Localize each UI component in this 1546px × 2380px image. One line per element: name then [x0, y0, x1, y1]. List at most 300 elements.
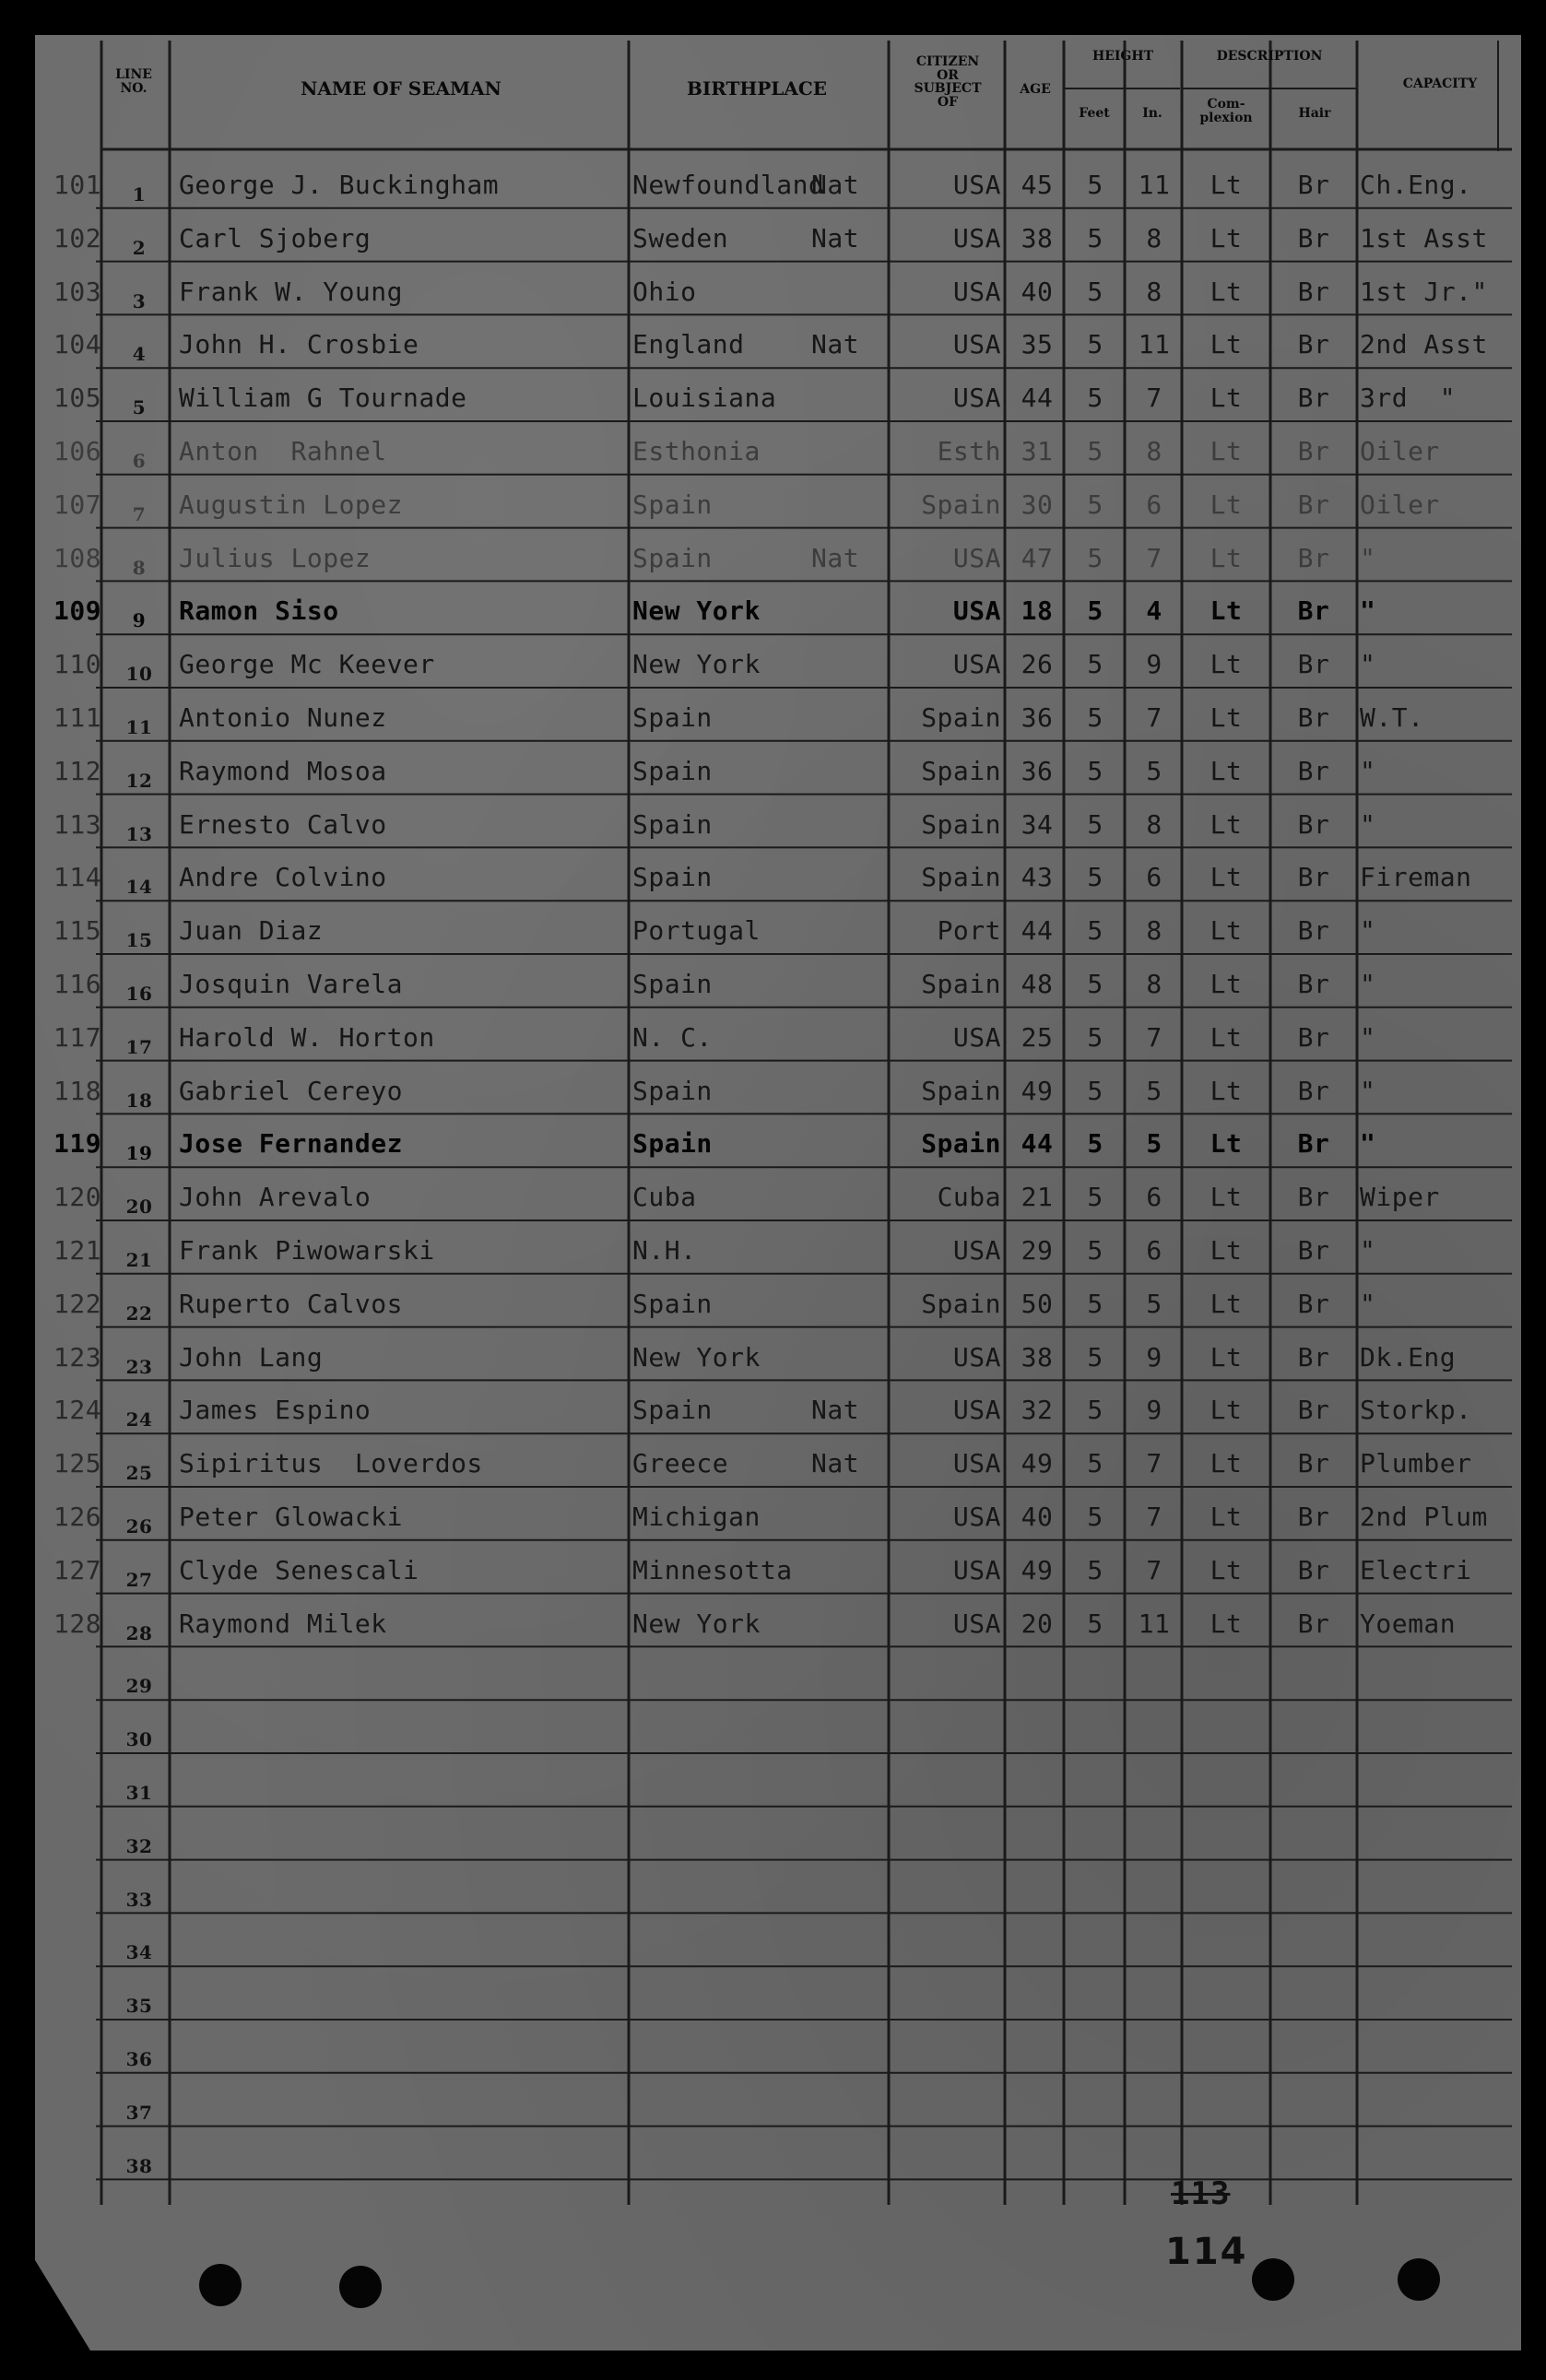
table-row — [0, 1224, 1546, 1278]
table-row — [0, 584, 1546, 638]
height-feet: 5 — [1087, 1235, 1103, 1266]
row-seq-number: 111 — [53, 702, 102, 733]
height-feet: 5 — [1087, 649, 1103, 680]
table-row — [0, 478, 1546, 532]
citizenship: USA — [952, 542, 1001, 573]
citizenship: Spain — [921, 755, 1001, 786]
header-age: AGE — [1020, 82, 1051, 97]
birthplace: Spain — [632, 969, 713, 999]
citizenship: USA — [952, 1502, 1001, 1532]
empty-table-row — [0, 1916, 1546, 1970]
complexion: Lt — [1210, 1021, 1243, 1053]
hair-color: Br — [1297, 1448, 1330, 1479]
seaman-name: Jose Fernandez — [179, 1128, 404, 1160]
birthplace: Spain — [632, 1075, 713, 1106]
height-feet: 5 — [1087, 595, 1103, 627]
header-citizen — [891, 55, 1005, 110]
height-inches: 4 — [1146, 595, 1162, 627]
citizenship: USA — [952, 1235, 1001, 1266]
capacity: Ch.Eng. — [1360, 170, 1472, 200]
height-feet: 5 — [1087, 170, 1103, 200]
table-row — [0, 1437, 1546, 1490]
table-row — [0, 851, 1546, 904]
height-inches: 6 — [1146, 1182, 1162, 1213]
line-number: 37 — [125, 2101, 153, 2124]
birthplace: Spain — [632, 862, 713, 893]
birthplace: Spain — [632, 808, 713, 840]
complexion: Lt — [1210, 1502, 1243, 1532]
citizenship: Spain — [921, 862, 1001, 893]
table-row — [0, 1117, 1546, 1171]
height-inches: 7 — [1146, 1021, 1162, 1053]
age: 21 — [1021, 1182, 1054, 1213]
capacity: 3rd " — [1360, 383, 1457, 414]
header-inches: In. — [1142, 106, 1162, 121]
age: 49 — [1021, 1075, 1054, 1106]
citizenship: Spain — [921, 1288, 1001, 1319]
seaman-name: William G Tournade — [179, 383, 467, 414]
line-number: 38 — [125, 2154, 153, 2177]
height-inches: 7 — [1146, 702, 1162, 733]
table-row — [0, 1011, 1546, 1065]
seaman-name: Carl Sjoberg — [179, 222, 372, 253]
table-row — [0, 318, 1546, 371]
hair-color: Br — [1297, 1554, 1330, 1585]
capacity: 1st Jr." — [1360, 276, 1488, 307]
line-number: 2 — [132, 236, 147, 259]
hair-color: Br — [1297, 755, 1330, 786]
birthplace: Greece — [632, 1448, 729, 1479]
header-citizen-3: SUBJECT — [914, 81, 982, 97]
complexion: Lt — [1210, 436, 1243, 466]
seaman-name: Frank Piwowarski — [179, 1235, 435, 1266]
age: 18 — [1021, 595, 1054, 627]
citizenship: USA — [952, 222, 1001, 253]
height-inches: 11 — [1138, 329, 1171, 360]
hair-color: Br — [1297, 1075, 1330, 1106]
row-seq-number: 120 — [53, 1182, 102, 1213]
line-number: 36 — [125, 2048, 153, 2070]
table-row — [0, 691, 1546, 745]
struck-page-number: 113 — [1171, 2175, 1231, 2212]
height-inches: 11 — [1138, 1608, 1171, 1639]
height-feet: 5 — [1087, 1341, 1103, 1373]
height-inches: 9 — [1146, 649, 1162, 680]
row-seq-number: 106 — [53, 436, 102, 466]
row-seq-number: 109 — [53, 595, 102, 627]
hair-color: Br — [1297, 595, 1330, 627]
line-number: 32 — [125, 1834, 153, 1857]
complexion: Lt — [1210, 862, 1243, 893]
height-inches: 5 — [1146, 1128, 1162, 1160]
seaman-name: Juan Diaz — [179, 915, 324, 947]
capacity: " — [1360, 808, 1376, 840]
seaman-name: Augustin Lopez — [179, 489, 404, 520]
line-number: 26 — [125, 1515, 153, 1538]
complexion: Lt — [1210, 1288, 1243, 1319]
line-number: 1 — [132, 183, 147, 206]
birthplace: New York — [632, 649, 761, 680]
row-seq-number: 117 — [53, 1021, 102, 1053]
height-feet: 5 — [1087, 276, 1103, 307]
birthplace: New York — [632, 1608, 761, 1639]
age: 38 — [1021, 1341, 1054, 1373]
age: 50 — [1021, 1288, 1054, 1319]
capacity: " — [1360, 649, 1376, 680]
birthplace: Ohio — [632, 276, 697, 307]
capacity: Storkp. — [1360, 1395, 1472, 1426]
hair-color: Br — [1297, 702, 1330, 733]
row-seq-number: 115 — [53, 915, 102, 947]
punch-hole-right — [1252, 2258, 1294, 2301]
line-number: 22 — [125, 1302, 153, 1325]
citizenship: USA — [952, 1341, 1001, 1373]
seaman-name: George J. Buckingham — [179, 170, 500, 200]
age: 36 — [1021, 755, 1054, 786]
age: 44 — [1021, 383, 1054, 414]
birthplace: New York — [632, 1341, 761, 1373]
birthplace: Spain — [632, 702, 713, 733]
seaman-name: John Arevalo — [179, 1182, 372, 1213]
line-number: 20 — [125, 1196, 153, 1219]
row-seq-number: 127 — [53, 1554, 102, 1585]
header-capacity: CAPACITY — [1402, 77, 1478, 91]
height-feet: 5 — [1087, 222, 1103, 253]
height-feet: 5 — [1087, 329, 1103, 360]
line-number: 11 — [125, 716, 153, 738]
punch-hole-far-right — [1398, 2258, 1440, 2301]
table-row — [0, 1171, 1546, 1224]
complexion: Lt — [1210, 222, 1243, 253]
age: 29 — [1021, 1235, 1054, 1266]
table-header — [0, 0, 1546, 147]
seaman-name: Antonio Nunez — [179, 702, 387, 733]
age: 35 — [1021, 329, 1054, 360]
row-seq-number: 101 — [53, 170, 102, 200]
height-inches: 5 — [1146, 1075, 1162, 1106]
height-feet: 5 — [1087, 1075, 1103, 1106]
height-inches: 5 — [1146, 755, 1162, 786]
row-seq-number: 103 — [53, 276, 102, 307]
line-number: 15 — [125, 929, 153, 952]
complexion: Lt — [1210, 329, 1243, 360]
citizenship: Cuba — [937, 1182, 1001, 1213]
header-line-no-bottom: NO. — [120, 80, 148, 96]
capacity: " — [1360, 595, 1376, 627]
birthplace: N. C. — [632, 1021, 713, 1053]
complexion: Lt — [1210, 1448, 1243, 1479]
page-number: 114 — [1165, 2231, 1248, 2273]
complexion: Lt — [1210, 969, 1243, 999]
height-inches: 8 — [1146, 969, 1162, 999]
seaman-name: Josquin Varela — [179, 969, 404, 999]
height-inches: 6 — [1146, 862, 1162, 893]
hair-color: Br — [1297, 1021, 1330, 1053]
complexion: Lt — [1210, 649, 1243, 680]
header-name: NAME OF SEAMAN — [301, 77, 502, 100]
seaman-name: Sipiritus Loverdos — [179, 1448, 483, 1479]
hair-color: Br — [1297, 436, 1330, 466]
citizenship: Port — [937, 915, 1001, 947]
age: 49 — [1021, 1554, 1054, 1585]
complexion: Lt — [1210, 1341, 1243, 1373]
line-number: 5 — [132, 396, 147, 419]
citizenship: USA — [952, 170, 1001, 200]
row-seq-number: 105 — [53, 383, 102, 414]
header-complexion-2: plexion — [1199, 110, 1253, 125]
seaman-name: Ernesto Calvo — [179, 808, 387, 840]
birthplace: Spain — [632, 1395, 713, 1426]
hair-color: Br — [1297, 649, 1330, 680]
height-feet: 5 — [1087, 383, 1103, 414]
capacity: 2nd Plum — [1360, 1502, 1488, 1532]
age: 32 — [1021, 1395, 1054, 1426]
age: 44 — [1021, 915, 1054, 947]
height-inches: 8 — [1146, 276, 1162, 307]
hair-color: Br — [1297, 862, 1330, 893]
seaman-name: Anton Rahnel — [179, 436, 387, 466]
seaman-name: Andre Colvino — [179, 862, 387, 893]
citizenship: Spain — [921, 702, 1001, 733]
citizenship: USA — [952, 595, 1001, 627]
birthplace: Spain — [632, 489, 713, 520]
complexion: Lt — [1210, 595, 1243, 627]
complexion: Lt — [1210, 170, 1243, 200]
seaman-name: John H. Crosbie — [179, 329, 419, 360]
height-inches: 7 — [1146, 542, 1162, 573]
naturalized-mark: Nat — [811, 1395, 860, 1426]
empty-table-row — [0, 2130, 1546, 2184]
hair-color: Br — [1297, 329, 1330, 360]
header-citizen-2: OR — [937, 67, 959, 83]
complexion: Lt — [1210, 1235, 1243, 1266]
empty-table-row — [0, 1810, 1546, 1864]
row-seq-number: 107 — [53, 489, 102, 520]
row-seq-number: 110 — [53, 649, 102, 680]
complexion: Lt — [1210, 542, 1243, 573]
line-number: 14 — [125, 876, 153, 899]
height-feet: 5 — [1087, 1554, 1103, 1585]
height-inches: 8 — [1146, 222, 1162, 253]
punch-hole-left — [199, 2264, 242, 2306]
punch-hole-center — [339, 2266, 382, 2308]
height-inches: 7 — [1146, 383, 1162, 414]
capacity: " — [1360, 1128, 1376, 1160]
height-inches: 8 — [1146, 915, 1162, 947]
row-seq-number: 104 — [53, 329, 102, 360]
line-number: 17 — [125, 1035, 153, 1058]
age: 44 — [1021, 1128, 1054, 1160]
complexion: Lt — [1210, 755, 1243, 786]
capacity: Yoeman — [1360, 1608, 1457, 1639]
table-row — [0, 745, 1546, 798]
line-number: 13 — [125, 822, 153, 845]
hair-color: Br — [1297, 1128, 1330, 1160]
row-seq-number: 118 — [53, 1075, 102, 1106]
line-number: 18 — [125, 1089, 153, 1112]
capacity: " — [1360, 1235, 1376, 1266]
age: 30 — [1021, 489, 1054, 520]
height-inches: 6 — [1146, 489, 1162, 520]
citizenship: USA — [952, 329, 1001, 360]
hair-color: Br — [1297, 276, 1330, 307]
row-seq-number: 126 — [53, 1502, 102, 1532]
line-number: 16 — [125, 983, 153, 1005]
height-feet: 5 — [1087, 862, 1103, 893]
row-seq-number: 114 — [53, 862, 102, 893]
line-number: 35 — [125, 1995, 153, 2018]
row-seq-number: 128 — [53, 1608, 102, 1639]
age: 20 — [1021, 1608, 1054, 1639]
line-number: 31 — [125, 1782, 153, 1804]
line-number: 25 — [125, 1462, 153, 1485]
height-inches: 9 — [1146, 1395, 1162, 1426]
naturalized-mark: Nat — [811, 222, 860, 253]
age: 40 — [1021, 276, 1054, 307]
height-feet: 5 — [1087, 808, 1103, 840]
age: 48 — [1021, 969, 1054, 999]
capacity: " — [1360, 1075, 1376, 1106]
table-row — [0, 798, 1546, 852]
birthplace: New York — [632, 595, 761, 627]
capacity: " — [1360, 1288, 1376, 1319]
table-row — [0, 1490, 1546, 1544]
citizenship: USA — [952, 1448, 1001, 1479]
row-seq-number: 116 — [53, 969, 102, 999]
table-row — [0, 159, 1546, 212]
citizenship: USA — [952, 383, 1001, 414]
complexion: Lt — [1210, 1128, 1243, 1160]
header-citizen-4: OF — [937, 95, 959, 111]
row-seq-number: 125 — [53, 1448, 102, 1479]
complexion: Lt — [1210, 1554, 1243, 1585]
seaman-name: Frank W. Young — [179, 276, 404, 307]
empty-table-row — [0, 1703, 1546, 1757]
capacity: Plumber — [1360, 1448, 1472, 1479]
table-row — [0, 425, 1546, 478]
birthplace: Spain — [632, 755, 713, 786]
line-number: 21 — [125, 1249, 153, 1271]
age: 25 — [1021, 1021, 1054, 1053]
header-feet: Feet — [1079, 106, 1110, 121]
age: 40 — [1021, 1502, 1054, 1532]
complexion: Lt — [1210, 383, 1243, 414]
table-row — [0, 1331, 1546, 1384]
birthplace: England — [632, 329, 745, 360]
height-inches: 7 — [1146, 1554, 1162, 1585]
line-number: 33 — [125, 1888, 153, 1911]
capacity: W.T. — [1360, 702, 1424, 733]
height-feet: 5 — [1087, 489, 1103, 520]
line-number: 29 — [125, 1675, 153, 1698]
empty-table-row — [0, 2077, 1546, 2130]
row-seq-number: 108 — [53, 542, 102, 573]
capacity: " — [1360, 542, 1376, 573]
header-line-no-top: LINE — [115, 67, 152, 82]
header-citizen-1: CITIZEN — [915, 54, 980, 69]
seaman-name: Raymond Milek — [179, 1608, 387, 1639]
seaman-name: Raymond Mosoa — [179, 755, 387, 786]
line-number: 4 — [132, 343, 147, 366]
age: 43 — [1021, 862, 1054, 893]
complexion: Lt — [1210, 1075, 1243, 1106]
table-row — [0, 638, 1546, 691]
row-seq-number: 122 — [53, 1288, 102, 1319]
complexion: Lt — [1210, 1608, 1243, 1639]
height-feet: 5 — [1087, 969, 1103, 999]
height-feet: 5 — [1087, 1502, 1103, 1532]
birthplace: N.H. — [632, 1235, 697, 1266]
hair-color: Br — [1297, 383, 1330, 414]
height-feet: 5 — [1087, 1021, 1103, 1053]
age: 45 — [1021, 170, 1054, 200]
birthplace: Louisiana — [632, 383, 777, 414]
height-inches: 6 — [1146, 1235, 1162, 1266]
age: 47 — [1021, 542, 1054, 573]
row-seq-number: 124 — [53, 1395, 102, 1426]
header-complexion — [1182, 98, 1270, 124]
hair-color: Br — [1297, 1502, 1330, 1532]
line-number: 19 — [125, 1142, 153, 1165]
height-feet: 5 — [1087, 1608, 1103, 1639]
birthplace: Newfoundland — [632, 170, 825, 200]
header-birthplace: BIRTHPLACE — [686, 77, 828, 100]
seaman-name: Harold W. Horton — [179, 1021, 435, 1053]
table-row — [0, 1544, 1546, 1597]
hair-color: Br — [1297, 489, 1330, 520]
line-number: 6 — [132, 450, 147, 472]
height-inches: 8 — [1146, 808, 1162, 840]
header-description: DESCRIPTION — [1216, 49, 1323, 64]
row-seq-number: 102 — [53, 222, 102, 253]
hair-color: Br — [1297, 1235, 1330, 1266]
birthplace: Esthonia — [632, 436, 761, 466]
birthplace: Cuba — [632, 1182, 697, 1213]
naturalized-mark: Nat — [811, 170, 860, 200]
hair-color: Br — [1297, 170, 1330, 200]
seaman-name: Ruperto Calvos — [179, 1288, 404, 1319]
hair-color: Br — [1297, 915, 1330, 947]
citizenship: USA — [952, 1554, 1001, 1585]
capacity: Fireman — [1360, 862, 1472, 893]
height-feet: 5 — [1087, 436, 1103, 466]
header-hair: Hair — [1298, 106, 1331, 121]
seaman-name: James Espino — [179, 1395, 372, 1426]
line-number: 23 — [125, 1355, 153, 1378]
birthplace: Portugal — [632, 915, 761, 947]
age: 36 — [1021, 702, 1054, 733]
hair-color: Br — [1297, 1608, 1330, 1639]
line-number: 8 — [132, 556, 147, 579]
complexion: Lt — [1210, 702, 1243, 733]
height-feet: 5 — [1087, 1448, 1103, 1479]
age: 31 — [1021, 436, 1054, 466]
height-feet: 5 — [1087, 1395, 1103, 1426]
line-number: 28 — [125, 1621, 153, 1644]
hair-color: Br — [1297, 1182, 1330, 1213]
capacity: Wiper — [1360, 1182, 1440, 1213]
complexion: Lt — [1210, 489, 1243, 520]
empty-table-row — [0, 1650, 1546, 1703]
table-row — [0, 1384, 1546, 1437]
citizenship: USA — [952, 1608, 1001, 1639]
row-seq-number: 113 — [53, 808, 102, 840]
birthplace: Spain — [632, 1128, 713, 1160]
complexion: Lt — [1210, 1182, 1243, 1213]
row-seq-number: 121 — [53, 1235, 102, 1266]
capacity: Oiler — [1360, 489, 1440, 520]
height-feet: 5 — [1087, 915, 1103, 947]
